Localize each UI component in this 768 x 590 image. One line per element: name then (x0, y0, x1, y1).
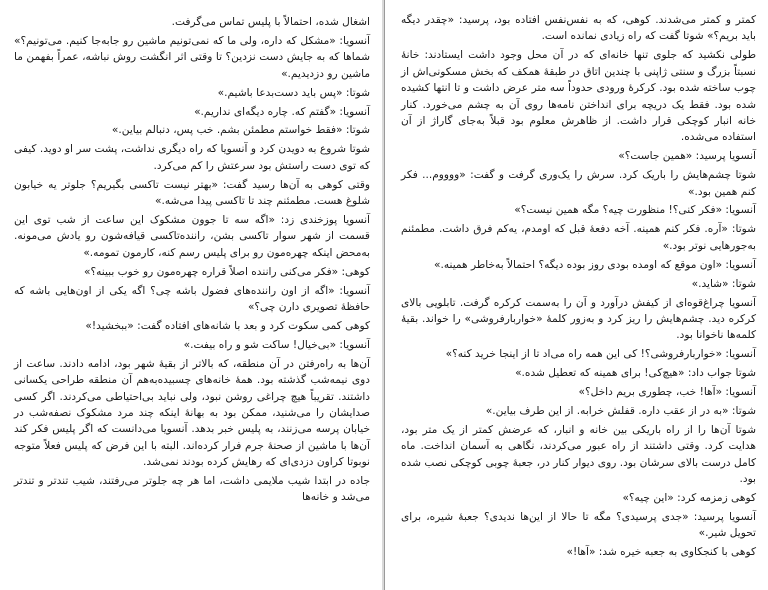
right-paragraph-1: کمتر و کمتر می‌شدند. کوهی، که به نفس‌نفس افتاده بود، پرسید: «چقدر دیگه باید بریم؟» شوتا گفت که راه زیادی نمانده است. (401, 14, 756, 43)
right-paragraph-3: آنسویا پرسید: «همین جاست؟» (618, 150, 756, 163)
left-paragraph-5: شوتا: «فقط خواستم مطمئن بشم. خب پس، دنبالم بیاین.» (111, 124, 370, 137)
left-paragraph-10: آنسویا: «اگه از اون راننده‌های فضول باشه چی؟ اگه یکی از اون‌هایی باشه که حافظهٔ تصویری دارن چی؟» (14, 284, 370, 313)
left-paragraph-2: آنسویا: «مشکل که داره، ولی ما که نمی‌تونیم ماشین رو جابه‌جا کنیم. می‌تونیم؟» شماها که به جایش دست نزدین؟ تا وقتی اثر انگشت روش نباشه، عمراً بفهمن ما ماشین رو دزدیدیم.» (14, 34, 370, 80)
right-page (384, 0, 768, 590)
left-paragraph-14: جاده در ابتدا شیب ملایمی داشت، اما هر چه جلوتر می‌رفتند، شیب تندتر و تندتر می‌شد و خانه‌ها (14, 475, 370, 504)
left-paragraph-4: آنسویا: «گفتم که. چاره دیگه‌ای نداریم.» (194, 105, 370, 118)
left-page (0, 0, 383, 590)
right-paragraph-16: آنسویا پرسید: «جدی پرسیدی؟ مگه تا حالا از این‌ها ندیدی؟ جعبهٔ شیره، برای تحویل شیر.» (401, 510, 756, 540)
right-paragraph-5: آنسویا: «فکر کنی؟! منظورت چیه؟ مگه همین نیست؟» (514, 204, 756, 217)
right-paragraph-9: آنسویا چراغ‌قوه‌ای از کیفش درآورد و آن را به‌سمت کرکره گرفت. تابلویی بالای کرکره دید. چشم‌هایش را ریز کرد و به‌زور کلمهٔ «خواربارفروشی» را خواند. بقیهٔ کلمه‌ها ناخوانا بود. (401, 296, 756, 342)
left-paragraph-12: آنسویا: «بی‌خیال! ساکت شو و راه بیفت.» (183, 338, 370, 351)
right-paragraph-13: شوتا: «به در از عقب داره. قفلش خرابه. از این طرف بیاین.» (485, 404, 756, 417)
left-paragraph-7: وقتی کوهی به آن‌ها رسید گفت: «بهتر نیست تاکسی بگیریم؟ جلوتر یه خیابون شلوغ هست. مطمئنم چند تا تاکسی پیدا می‌شه.» (14, 178, 370, 208)
right-paragraph-7: آنسویا: «اون موقع که اومده بودی روز بوده دیگه؟ احتمالاً به‌خاطر همینه.» (433, 258, 756, 271)
left-paragraph-11: کوهی کمی سکوت کرد و بعد با شانه‌های افتاده گفت: «ببخشید!» (85, 319, 370, 332)
right-paragraph-15: کوهی زمزمه کرد: «این چیه؟» (622, 491, 756, 504)
right-paragraph-10: آنسویا: «خواربارفروشی؟! کی این همه راه می‌اد تا از اینجا خرید کنه؟» (445, 348, 756, 361)
left-paragraph-6: شوتا شروع به دویدن کرد و آنسویا که راه دیگری نداشت، پشت سر او دوید. کیفی که توی دست راستش بود سرعتش را کم می‌کرد. (14, 143, 370, 172)
left-paragraph-1: اشغال شده، احتمالاً با پلیس تماس می‌گرفت. (171, 16, 370, 28)
right-paragraph-4: شوتا چشم‌هایش را باریک کرد. سرش را یک‌وری گرفت و گفت: «ووووم... فکر کنم همین بود.» (401, 169, 756, 198)
right-paragraph-14: شوتا آن‌ها را از راه باریکی بین خانه و انبار، که عرضش کمتر از یک متر بود، هدایت کرد. وقتی داشتند از راه عبور می‌کردند، نگاهی به آسمان انداخت. ماه کامل درست بالای سرشان بود. روی دیوار کنار در، جعبهٔ چوبی کوچکی نصب شده بود. (401, 423, 756, 486)
left-paragraph-3: شوتا: «پس باید دست‌بدعا باشیم.» (217, 86, 370, 99)
right-paragraph-11: شوتا جواب داد: «هیچ‌کی! برای همینه که تعطیل شده.» (515, 367, 756, 380)
left-paragraph-8: آنسویا پوزخندی زد: «اگه سه تا جوون مشکوک این ساعت از شب توی این قسمت از شهر سوار تاکسی بشن، راننده‌تاکسی قیافه‌شون رو یادش می‌مونه. به‌محض اینکه چهره‌مون رو برای پلیس رسم کنه، کارمون تمومه.» (14, 213, 370, 259)
right-paragraph-2: طولی نکشید که جلوی تنها خانه‌ای که در آن محل وجود داشت ایستادند: خانهٔ نسبتاً بزرگ و سنتی ژاپنی با چندین اتاق در طبقهٔ همکف که بخش مسکونی‌اش از چوب ساخته شده بود. کرکرهٔ ورودی حدوداً سه متر عرض داشت و تا انتها کشیده شده بود. فقط یک دریچه برای انداختن نامه‌ها روی آن به چشم می‌خورد. کنار خانه انبار کوچکی قرار داشت. از ظاهرش معلوم بود قبلاً به‌جای گاراژ از آن استفاده می‌شده. (401, 49, 756, 144)
right-paragraph-6: شوتا: «آره. فکر کنم همینه. آخه دفعهٔ قبل که اومدم، یه‌کم فرق داشت. مطمئنم به‌جورهایی نوتر بود.» (401, 223, 756, 252)
left-paragraph-13: آن‌ها به راه‌رفتن در آن منطقه، که بالاتر از بقیهٔ شهر بود، ادامه دادند. ساعت از دوی نیمه‌شب گذشته بود. همهٔ خانه‌های چسبیده‌به‌هم آن منطقه طراحی یکسانی داشتند. تقریباً هیچ چراغی روشن نبود، ولی نباید بی‌احتیاطی می‌کردند. اگر کسی صدایشان را می‌شنید، ممکن بود به بهانهٔ اینکه چند مرد مشکوک نصفه‌شب در خیابان پرسه می‌زنند، به پلیس خبر بدهد. آنسویا می‌دانست که اگر پلیس فکر کند آن‌ها با ماشین از صحنهٔ جرم فرار کرده‌اند. البته با این فرض که پلیس فعلاً متوجه نوبوتا کراون دزدی‌ای که رهایش کرده بودند نمی‌شد. (14, 357, 370, 469)
left-paragraph-9: کوهی: «فکر می‌کنی راننده اصلاً قراره چهره‌مون رو خوب ببینه؟» (83, 265, 370, 278)
right-paragraph-8: شوتا: «شاید.» (691, 277, 756, 290)
right-paragraph-17: کوهی با کنجکاوی به جعبه خیره شد: «آها!» (566, 546, 756, 559)
right-paragraph-12: آنسویا: «آها! خب، چطوری بریم داخل؟» (578, 386, 756, 399)
